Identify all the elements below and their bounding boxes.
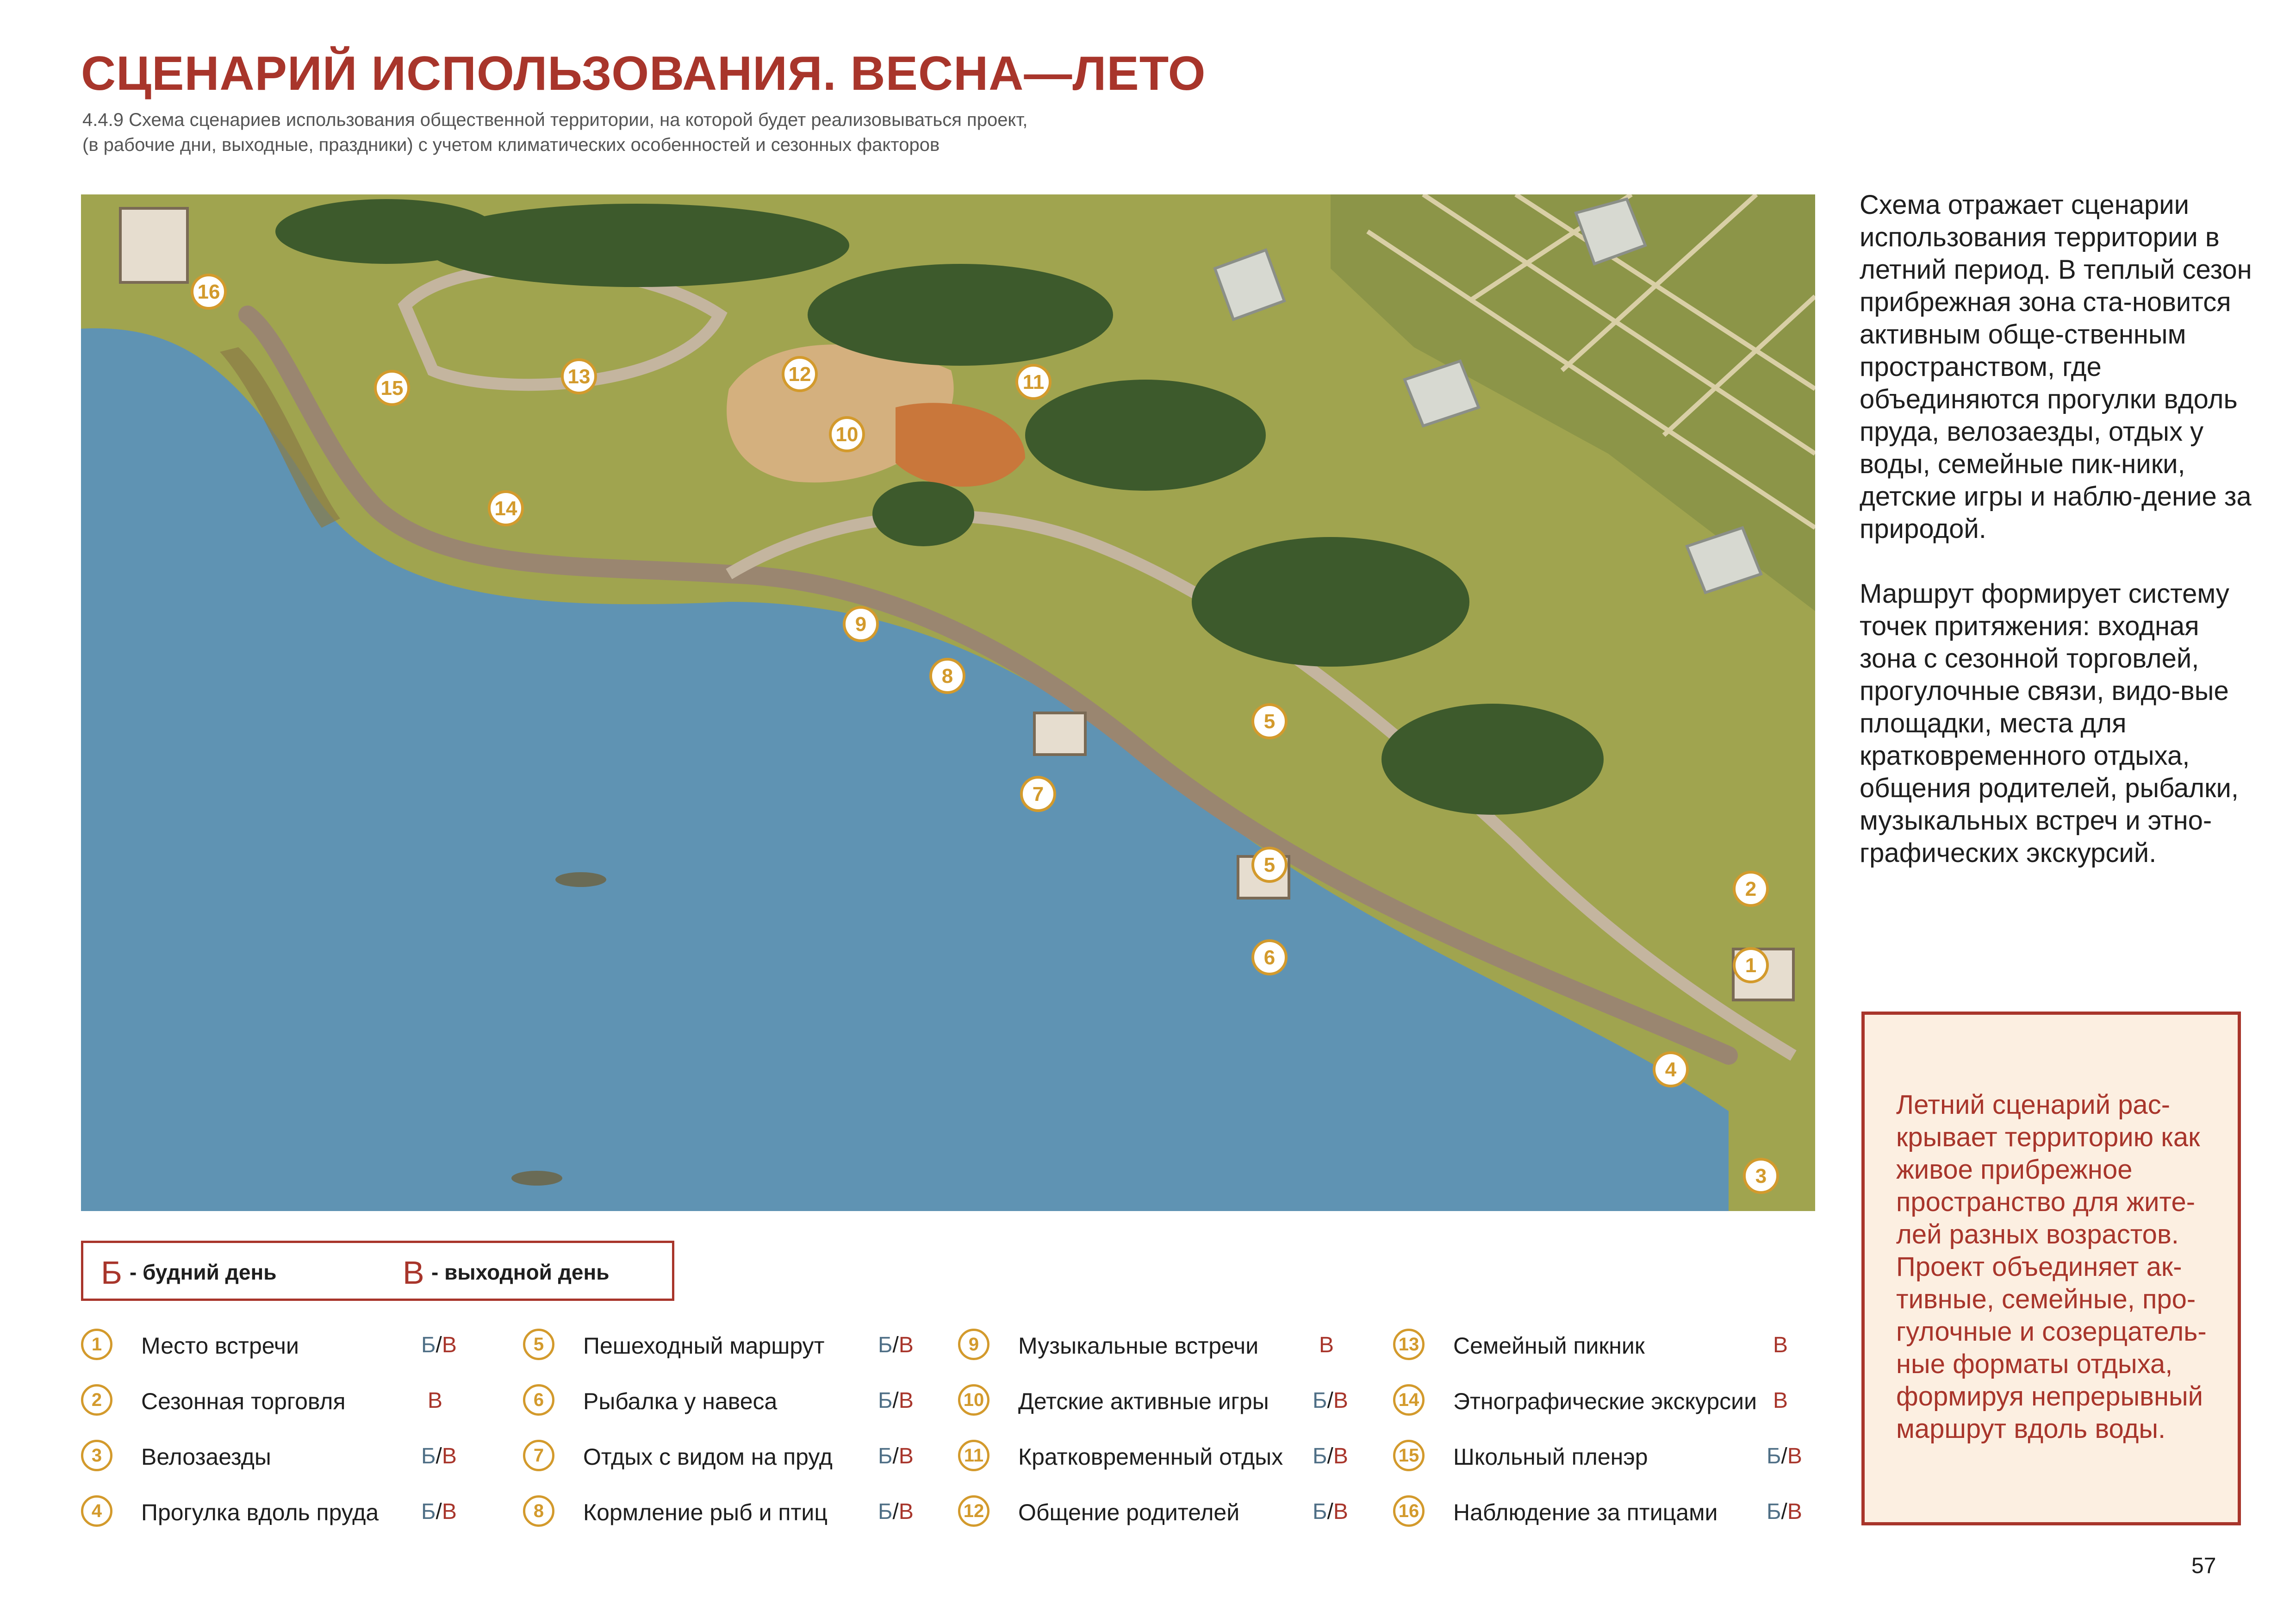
map-marker-14 [489, 492, 523, 525]
legend-number: 5 [523, 1329, 554, 1360]
day-type-separator: / [1327, 1388, 1333, 1413]
legend-day-type [878, 1388, 914, 1413]
legend-number: 11 [958, 1440, 989, 1471]
day-type-separator: / [1327, 1444, 1333, 1468]
legend-day-type [1767, 1499, 1802, 1524]
map-marker-1 [1734, 949, 1767, 982]
map-marker-3 [1744, 1159, 1778, 1193]
map-marker-10 [830, 418, 864, 451]
map-marker-11 [1017, 365, 1050, 399]
weekday-mark: Б [1313, 1499, 1327, 1524]
legend-label: Детские активные игры [1018, 1388, 1269, 1414]
legend-day-type [1313, 1388, 1348, 1413]
legend-day-type [421, 1443, 457, 1469]
legend-day-type [878, 1443, 914, 1469]
map-marker-number: 7 [1032, 783, 1044, 806]
legend-label: Пешеходный маршрут [583, 1333, 825, 1359]
map-marker-8 [931, 659, 964, 693]
map-marker-number: 8 [941, 665, 953, 687]
map-marker-13 [562, 360, 596, 393]
day-type-separator: / [892, 1444, 899, 1468]
weekend-mark: В [898, 1444, 914, 1468]
map-marker-number: 6 [1263, 946, 1276, 969]
map-marker-2 [1734, 872, 1767, 906]
weekday-mark: Б [878, 1333, 893, 1357]
map-marker-number: 13 [567, 365, 591, 388]
legend-number: 14 [1393, 1384, 1425, 1416]
legend-number: 9 [958, 1329, 989, 1360]
weekend-letter: В [403, 1255, 424, 1291]
map-marker-9 [844, 607, 877, 641]
legend-label: Общение родителей [1018, 1499, 1240, 1525]
map-marker-4 [1654, 1053, 1687, 1086]
map-marker-number: 2 [1745, 878, 1757, 900]
day-type-separator: / [892, 1388, 899, 1413]
weekday-mark: Б [421, 1499, 436, 1524]
weekday-label: - будний день [130, 1260, 277, 1284]
description [1860, 189, 2258, 902]
map-marker-5 [1253, 848, 1286, 881]
day-type-separator: / [1781, 1444, 1787, 1468]
legend-day-type [1313, 1499, 1348, 1524]
legend-number: 16 [1393, 1495, 1425, 1527]
map-marker-number: 4 [1665, 1058, 1677, 1081]
weekend-label: - выходной день [431, 1260, 610, 1284]
subtitle-line-2: (в рабочие дни, выходные, праздники) с учетом климатических особенностей и сезонных факторов [82, 135, 940, 155]
legend-label: Семейный пикник [1453, 1333, 1645, 1359]
weekday-mark: Б [1313, 1444, 1327, 1468]
legend-number: 1 [81, 1329, 112, 1360]
legend-day-type [421, 1499, 457, 1524]
summary-text: Летний сценарий рас-крывает территорию как живое прибрежное пространство для жите-лей разных возрастов. Проект объединяет ак-тивные, семейные, про-гулочные и созерцатель-ные форматы отдыха, формируя непрерывный маршрут вдоль воды. [1896, 1090, 2207, 1444]
map-marker-7 [1021, 777, 1055, 811]
legend-day-type [421, 1332, 457, 1358]
legend-label: Школьный пленэр [1453, 1444, 1648, 1470]
weekend-mark: В [428, 1388, 443, 1413]
weekday-mark: Б [1313, 1388, 1327, 1413]
weekend-mark: В [442, 1444, 457, 1468]
legend-day-type [1767, 1443, 1802, 1469]
day-type-separator: / [1781, 1499, 1787, 1524]
weekend-mark: В [898, 1499, 914, 1524]
legend-label: Место встречи [141, 1333, 299, 1359]
summary-callout [1861, 1012, 2241, 1525]
weekend-mark: В [898, 1388, 914, 1413]
weekday-mark: Б [421, 1444, 436, 1468]
weekend-mark: В [442, 1499, 457, 1524]
weekday-mark: Б [1767, 1499, 1781, 1524]
map-marker-16 [192, 275, 225, 308]
day-type-separator: / [892, 1499, 899, 1524]
legend-day-type [1319, 1332, 1334, 1358]
day-type-separator: / [892, 1333, 899, 1357]
weekday-mark: Б [878, 1444, 893, 1468]
legend-number: 2 [81, 1384, 112, 1416]
legend-number: 6 [523, 1384, 554, 1416]
legend-day-type [1773, 1332, 1788, 1358]
page-title: СЦЕНАРИЙ ИСПОЛЬЗОВАНИЯ. ВЕСНА—ЛЕТО [81, 47, 1206, 100]
weekend-mark: В [1333, 1388, 1348, 1413]
legend-number: 12 [958, 1495, 989, 1527]
legend-number: 3 [81, 1440, 112, 1471]
weekday-mark: Б [421, 1333, 436, 1357]
legend-number: 4 [81, 1495, 112, 1527]
map-marker-number: 5 [1263, 710, 1276, 733]
legend-day-type [878, 1332, 914, 1358]
weekend-mark: В [898, 1333, 914, 1357]
weekday-letter: Б [101, 1255, 122, 1291]
legend-day-type [1313, 1443, 1348, 1469]
legend-label: Велозаезды [141, 1444, 271, 1470]
weekday-mark: Б [878, 1499, 893, 1524]
legend-number: 13 [1393, 1329, 1425, 1360]
weekend-mark: В [442, 1333, 457, 1357]
legend-number: 7 [523, 1440, 554, 1471]
map-marker-6 [1253, 941, 1286, 974]
site-map [81, 194, 1815, 1211]
map-marker-number: 10 [835, 423, 859, 446]
subtitle-line-1: 4.4.9 Схема сценариев использования общественной территории, на которой будет реализовываться проект, [82, 110, 1028, 130]
description-paragraph-2: Маршрут формирует систему точек притяжения: входная зона с сезонной торговлей, прогулочные связи, видо-вые площадки, места для кратковременного отдыха, общения родителей, рыбалки, музыкальных встреч и этно-графических экскурсий. [1860, 579, 2239, 868]
legend-label: Кормление рыб и птиц [583, 1499, 828, 1525]
weekend-mark: В [1333, 1499, 1348, 1524]
legend-label: Рыбалка у навеса [583, 1388, 778, 1414]
weekend-mark: В [1787, 1499, 1802, 1524]
weekday-mark: Б [878, 1388, 893, 1413]
weekday-mark: Б [1767, 1444, 1781, 1468]
weekend-mark: В [1319, 1333, 1334, 1357]
description-paragraph-1: Схема отражает сценарии использования территории в летний период. В теплый сезон прибрежная зона ста-новится активным обще-ственным пространством, где объединяются прогулки вдоль пруда, велозаезды, отдых у воды, семейные пик-ники, детские игры и наблю-дение за природой. [1860, 190, 2252, 544]
map-marker-number: 11 [1022, 371, 1045, 394]
legend-number: 10 [958, 1384, 989, 1416]
day-type-separator: / [436, 1499, 442, 1524]
map-marker-12 [783, 357, 816, 391]
map-marker-15 [375, 371, 409, 405]
weekend-mark: В [1773, 1388, 1788, 1413]
legend-label: Отдых с видом на пруд [583, 1444, 833, 1470]
map-marker-5 [1253, 705, 1286, 738]
legend-label: Этнографические экскурсии [1453, 1388, 1757, 1414]
map-marker-number: 16 [197, 281, 220, 303]
legend-label: Сезонная торговля [141, 1388, 346, 1414]
legend-day-type [1773, 1388, 1788, 1413]
map-marker-number: 14 [494, 497, 517, 520]
legend-label: Кратковременный отдых [1018, 1444, 1283, 1470]
weekend-mark: В [1773, 1333, 1788, 1357]
day-type-separator: / [436, 1333, 442, 1357]
weekend-mark: В [1787, 1444, 1802, 1468]
legend-label: Наблюдение за птицами [1453, 1499, 1718, 1525]
map-marker-number: 15 [380, 377, 404, 400]
legend-day-type [878, 1499, 914, 1524]
legend-number: 15 [1393, 1440, 1425, 1471]
legend-label: Музыкальные встречи [1018, 1333, 1259, 1359]
map-marker-number: 12 [788, 363, 811, 386]
map-marker-number: 9 [855, 613, 867, 636]
legend-day-type [428, 1388, 442, 1413]
page-number: 57 [2191, 1554, 2216, 1578]
map-marker-number: 5 [1263, 854, 1276, 876]
page-subtitle [82, 107, 1216, 157]
weekend-mark: В [1333, 1444, 1348, 1468]
day-type-separator: / [436, 1444, 442, 1468]
map-marker-number: 3 [1755, 1165, 1767, 1187]
day-type-key [81, 1241, 674, 1301]
legend-label: Прогулка вдоль пруда [141, 1499, 379, 1525]
map-marker-number: 1 [1745, 954, 1757, 977]
day-type-separator: / [1327, 1499, 1333, 1524]
legend-number: 8 [523, 1495, 554, 1527]
